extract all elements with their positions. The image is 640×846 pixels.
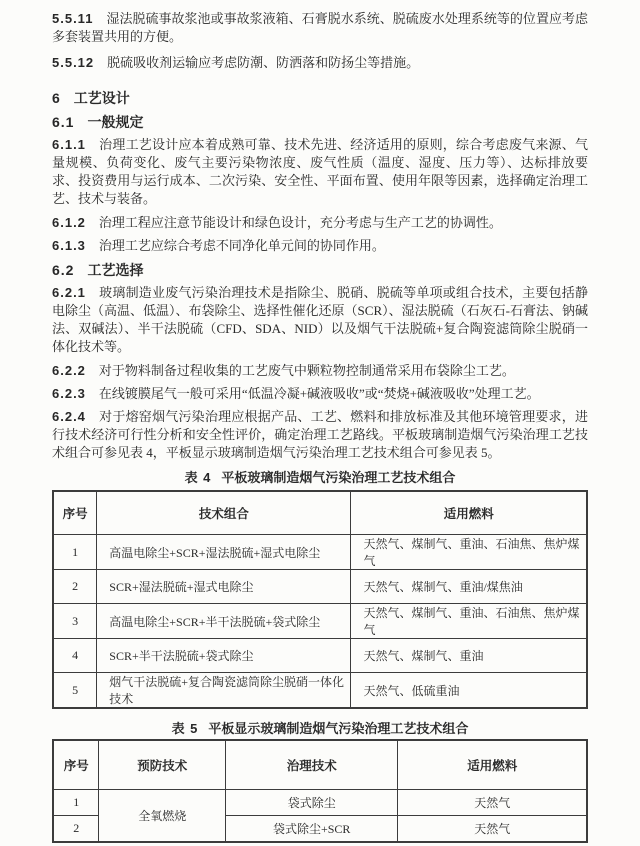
table-cell-no: 5 [53,673,97,709]
table-cell-no: 2 [53,816,99,843]
table-cell-tech: SCR+半干法脱硫+袋式除尘 [97,639,351,673]
table4-title [52,470,588,486]
table5-title-text: 平板显示玻璃制造烟气污染治理工艺技术组合 [208,721,469,736]
table-cell-no: 1 [53,535,97,570]
clause-text: 治理工艺设计应本着成熟可靠、技术先进、经济适用的原则，综合考虑废气来源、气量规模、负荷变化、废气主要污染物浓度、废气性质（温度、湿度、压力等）、达标排放要求、投资费用与运行成本、二次污染、安全性、平面布置、使用年限等因素，选择确定治理工艺、技术与装备。 [52,137,588,206]
clause-text: 治理工程应注意节能设计和绿色设计，充分考虑与生产工艺的协调性。 [98,215,502,230]
clause-text: 玻璃制造业废气污染治理技术是指除尘、脱硝、脱硫等单项或组合技术，主要包括静电除尘（高温、低温）、布袋除尘、选择性催化还原（SCR）、湿法脱硫（石灰石-石膏法、钠碱法、双碱法）、半干法脱硫（CFD、SDA、NID）以及烟气干法脱硫+复合陶瓷滤筒除尘脱硝一体化技术等。 [52,285,588,354]
table-cell-fuel: 天然气、煤制气、重油、石油焦、焦炉煤气 [351,604,587,639]
table5-header-prevention: 预防技术 [99,740,226,790]
table-cell-no: 2 [53,570,97,604]
table-cell-prevention-merged: 全氧燃烧 [99,790,226,843]
clause-number: 6.2.1 [52,285,86,300]
table-row [53,570,587,604]
clause-number: 6.1.3 [52,238,86,253]
table-cell-fuel: 天然气、煤制气、重油、石油焦、焦炉煤气 [351,535,587,570]
clause-number: 6.1.2 [52,215,86,230]
clause-6-1-1 [52,136,588,208]
table-cell-tech: 高温电除尘+SCR+半干法脱硫+袋式除尘 [97,604,351,639]
table-cell-fuel: 天然气、低硫重油 [351,673,587,709]
section-title: 工艺选择 [87,262,144,278]
clause-6-2-1 [52,284,588,356]
table-cell-treatment: 袋式除尘 [225,790,397,816]
clause-text: 在线镀膜尾气一般可采用“低温冷凝+碱液吸收”或“焚烧+碱液吸收”处理工艺。 [98,386,540,401]
table-cell-no: 1 [53,790,99,816]
clause-5-5-12 [52,54,588,72]
clause-number: 6.2.2 [52,363,86,378]
table-cell-no: 3 [53,604,97,639]
section-6-1-heading [52,112,588,132]
table4-header-fuel: 适用燃料 [351,491,587,535]
table-cell-fuel: 天然气 [398,790,587,816]
table5-header-treatment: 治理技术 [225,740,397,790]
clause-text: 湿法脱硫事故浆池或事故浆液箱、石膏脱水系统、脱硫废水处理系统等的位置应考虑多套装置共用的方便。 [52,11,588,44]
clause-5-5-11 [52,10,588,46]
chapter-6-heading [52,88,588,108]
clause-number: 6.2.3 [52,386,86,401]
chapter-title: 工艺设计 [73,90,130,106]
table-cell-no: 4 [53,639,97,673]
clause-text: 治理工艺应综合考虑不同净化单元间的协同作用。 [98,238,385,253]
section-6-2-heading [52,260,588,280]
table-row [53,604,587,639]
clause-number: 5.5.12 [52,55,95,70]
clause-6-2-2 [52,362,588,380]
table4-header-row [53,491,587,535]
section-title: 一般规定 [87,114,144,130]
table5-header-row [53,740,587,790]
table4-label: 表 4 [184,470,212,485]
table-row [53,535,587,570]
table-cell-tech: 烟气干法脱硫+复合陶瓷滤筒除尘脱硝一体化技术 [97,673,351,709]
table-row [53,639,587,673]
table-cell-fuel: 天然气、煤制气、重油/煤焦油 [351,570,587,604]
section-number: 6.1 [52,114,75,130]
clause-6-2-3 [52,385,588,403]
clause-6-1-2 [52,214,588,232]
clause-number: 6.1.1 [52,137,86,152]
chapter-number: 6 [52,90,61,106]
table-cell-fuel: 天然气 [398,816,587,843]
clause-text: 对于物料制备过程收集的工艺废气中颗粒物控制通常采用布袋除尘工艺。 [98,363,515,378]
clause-6-2-4 [52,408,588,462]
clause-text: 对于熔窑烟气污染治理应根据产品、工艺、燃料和排放标准及其他环境管理要求，进行技术经济可行性分析和安全性评价，确定治理工艺路线。平板玻璃制造烟气污染治理工艺技术组合可参见表 4，平板显示玻璃制造烟气污染治理工艺技术组合可参见表 5。 [52,409,588,460]
table-cell-treatment: 袋式除尘+SCR [225,816,397,843]
table-cell-tech: SCR+湿法脱硫+湿式电除尘 [97,570,351,604]
table5-label: 表 5 [171,721,199,736]
section-number: 6.2 [52,262,75,278]
table4 [52,490,588,709]
table5-header-no: 序号 [53,740,99,790]
table-cell-tech: 高温电除尘+SCR+湿法脱硫+湿式电除尘 [97,535,351,570]
table5 [52,739,588,843]
table-cell-fuel: 天然气、煤制气、重油 [351,639,587,673]
clause-number: 6.2.4 [52,409,86,424]
table-row [53,790,587,816]
table5-header-fuel: 适用燃料 [398,740,587,790]
clause-6-1-3 [52,237,588,255]
clause-number: 5.5.11 [52,11,94,26]
table4-header-no: 序号 [53,491,97,535]
table-row [53,673,587,709]
table4-title-text: 平板玻璃制造烟气污染治理工艺技术组合 [221,470,456,485]
table4-header-tech: 技术组合 [97,491,351,535]
clause-text: 脱硫吸收剂运输应考虑防潮、防洒落和防扬尘等措施。 [107,55,420,70]
table5-title [52,721,588,737]
